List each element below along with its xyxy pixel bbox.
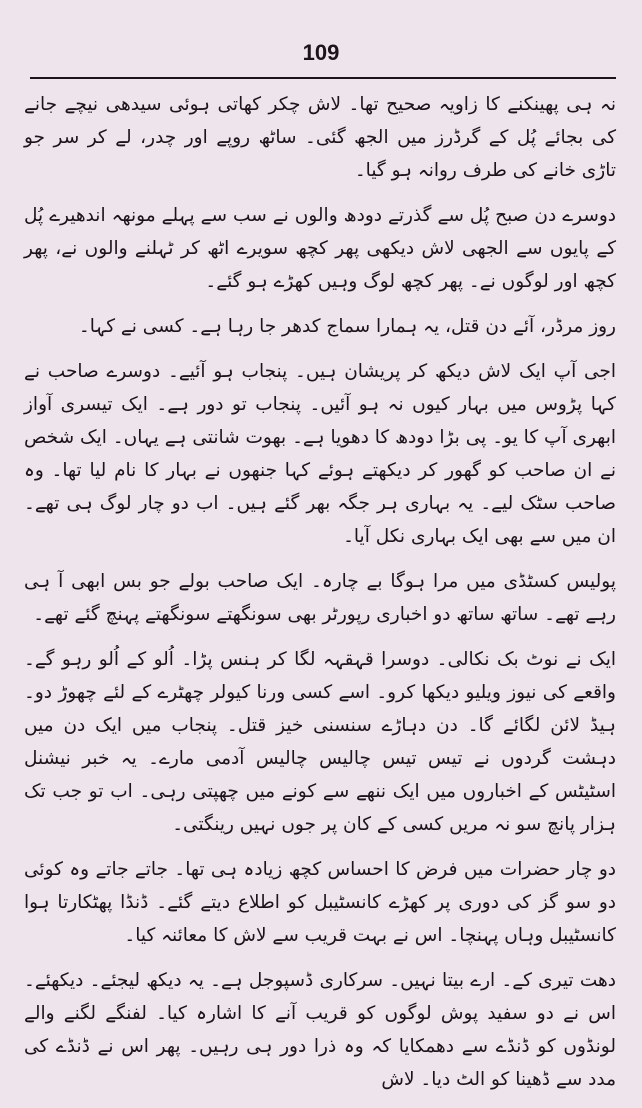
page-number: 109 xyxy=(302,40,340,65)
paragraph: ایک نے نوٹ بک نکالی۔ دوسرا قہقہہ لگا کر ہنس پڑا۔ اُلو کے اُلو رہو گے۔ واقعے کی نیوز ویلیو دیکھا کرو۔ اسے کسی ورنا کیولر چھٹرے کے لئے چھوڑ دو۔ ہیڈ لائن لگائے گا۔ دن دہاڑے سنسنی خیز قتل۔ پنجاب میں ایک دن میں دہشت گردوں نے تیس تیس چالیس چالیس آدمی مارے۔ یہ خبر نیشنل اسٹیٹس کے اخباروں میں ایک ننھے سے کونے میں چھپتی رہی۔ اب تو جب تک ہزار پانچ سو نہ مریں کسی کے کان پر جوں نہیں رینگتی۔ xyxy=(24,649,616,835)
paragraph: نہ ہی پھینکنے کا زاویہ صحیح تھا۔ لاش چکر کھاتی ہوئی سیدھی نیچے جانے کی بجائے پُل کے گرڈرز میں الجھ گئی۔ ساٹھ روپے اور چدر، لے کر سر جو تاڑی خانے کی طرف روانہ ہو گیا۔ xyxy=(24,94,616,181)
paragraph: دھت تیری کے۔ ارے بیتا نہیں۔ سرکاری ڈسپوجل ہے۔ یہ دیکھ لیجئے۔ دیکھئے۔ اس نے دو سفید پوش لوگوں کو قریب آنے کا اشارہ کیا۔ لفنگے لگنے والے لونڈوں کو ڈنڈے سے دھمکایا کہ وہ ذرا دور ہی رہیں۔ پھر اس نے ڈنڈے کی مدد سے ڈھینا کو الٹ دیا۔ لاش xyxy=(24,970,616,1090)
header-rule xyxy=(30,77,616,79)
body-text xyxy=(24,88,616,1108)
paragraph: روز مرڈر، آئے دن قتل، یہ ہمارا سماج کدھر جا رہا ہے۔ کسی نے کہا۔ xyxy=(78,316,616,337)
paragraph: اجی آپ ایک لاش دیکھ کر پریشان ہیں۔ پنجاب ہو آئیے۔ دوسرے صاحب نے کہا پڑوس میں بہار کیوں نہ ہو آئیں۔ پنجاب تو دور ہے۔ ایک تیسری آواز ابھری آپ کا یو۔ پی بڑا دودھ کا دھویا ہے۔ بھوت شانتی ہے یہاں۔ ایک شخص نے ان صاحب کو گھور کر دیکھتے ہوئے کہا جنھوں نے بہار کا نام لیا تھا۔ وہ صاحب سٹک لیے۔ یہ بہاری ہر جگہ بھر گئے ہیں۔ اب دو چار لوگ ہی تھے۔ ان میں سے بھی ایک بہاری نکل آیا۔ xyxy=(24,361,616,547)
paragraph: دوسرے دن صبح پُل سے گذرتے دودھ والوں نے سب سے پہلے مونھہ اندھیرے پُل کے پایوں سے الجھی لاش دیکھی پھر کچھ سویرے اٹھ کر ٹہلنے والوں نے، پھر کچھ اور لوگوں نے۔ پھر کچھ لوگ وہیں کھڑے ہو گئے۔ xyxy=(24,205,616,292)
paragraph: پولیس کسٹڈی میں مرا ہوگا بے چارہ۔ ایک صاحب بولے جو بس ابھی آ ہی رہے تھے۔ ساتھ ساتھ دو اخباری رپورٹر بھی سونگھتے سونگھتے پہنچ گئے تھے۔ xyxy=(24,571,616,625)
paragraph: دو چار حضرات میں فرض کا احساس کچھ زیادہ ہی تھا۔ جاتے جاتے وہ کوئی دو سو گز کی دوری پر کھڑے کانسٹیبل کو اطلاع دیتے گئے۔ ڈنڈا پھٹکارتا ہوا کانسٹیبل وہاں پہنچا۔ اس نے بہت قریب سے لاش کا معائنہ کیا۔ xyxy=(24,859,616,946)
